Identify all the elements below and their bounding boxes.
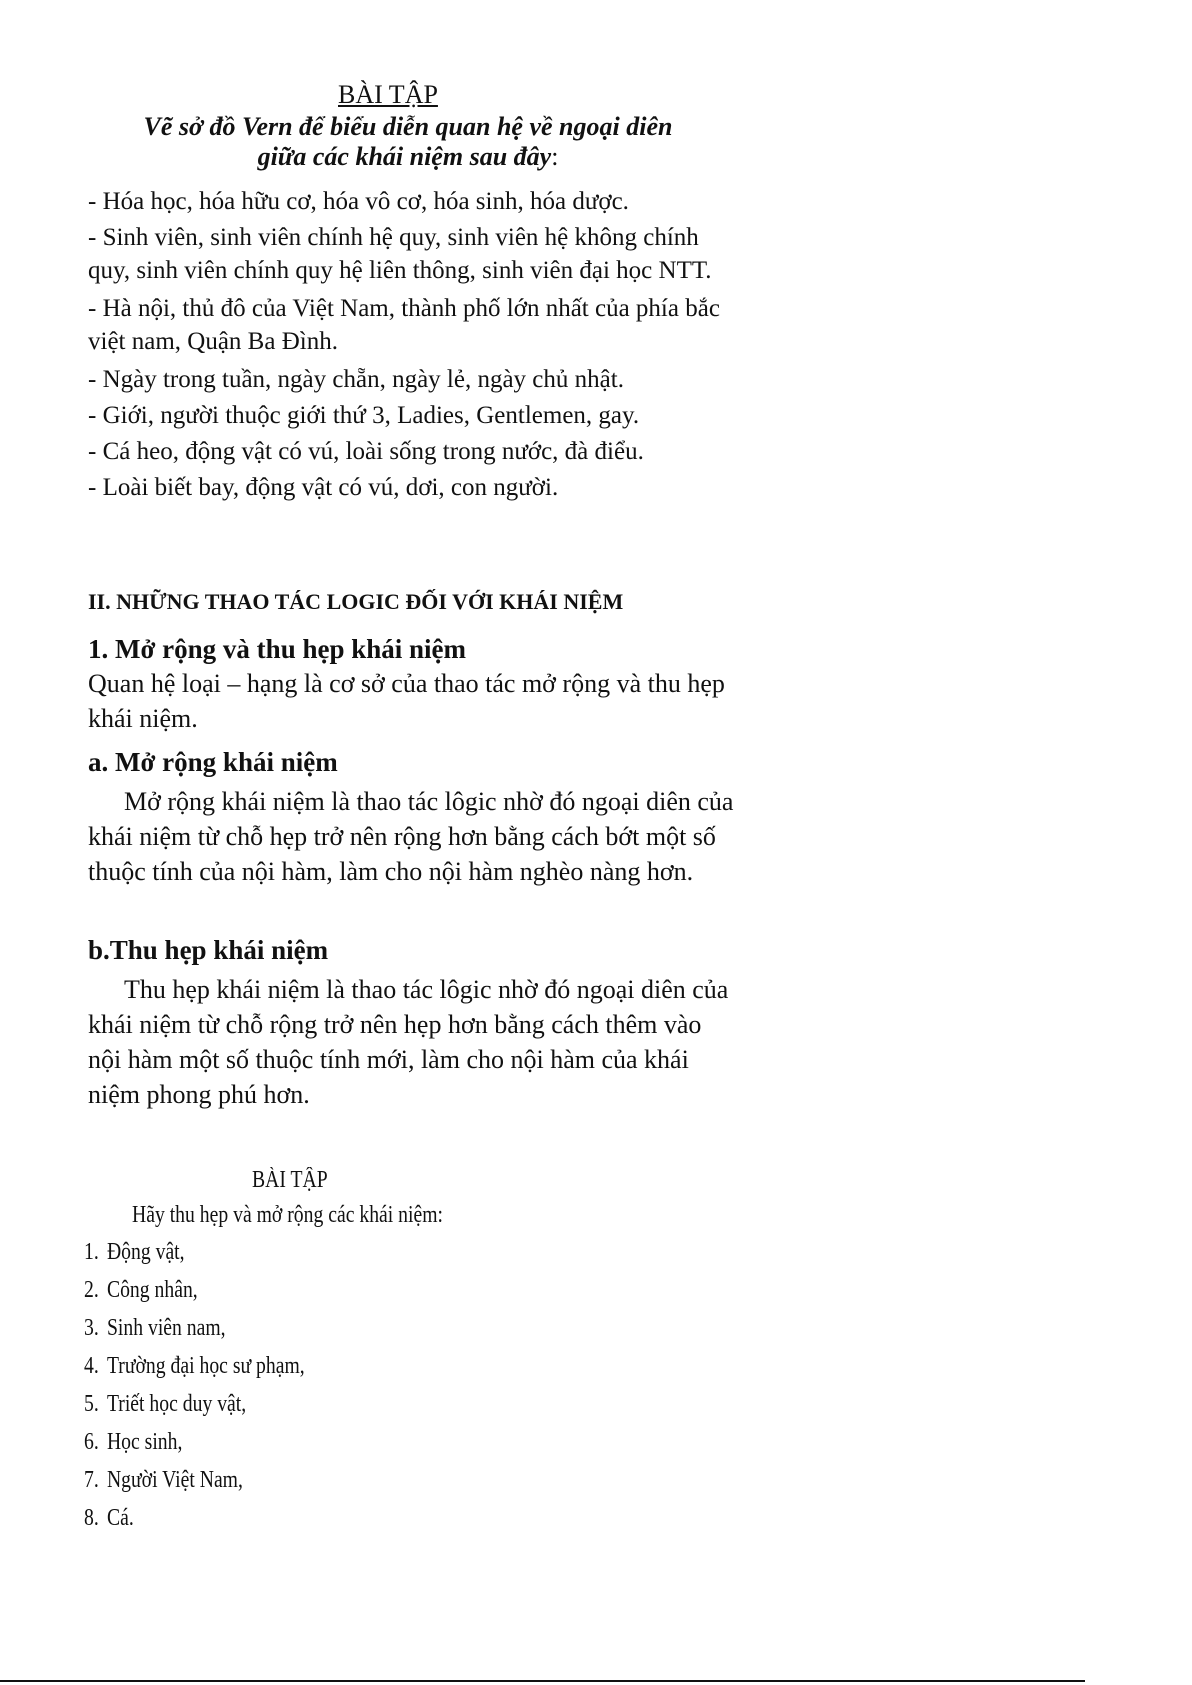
list-item: [84, 1465, 305, 1503]
subsection-1-title: 1. Mở rộng và thu hẹp khái niệm: [88, 634, 466, 664]
item-number: 3.: [84, 1315, 99, 1341]
list-item: - Loài biết bay, động vật có vú, dơi, con người.: [88, 474, 559, 501]
item-number: 7.: [84, 1467, 99, 1493]
item-number: 2.: [84, 1277, 99, 1303]
item-number: 6.: [84, 1429, 99, 1455]
item-number: 4.: [84, 1353, 99, 1379]
subsection-b-title: b.Thu hẹp khái niệm: [88, 935, 329, 965]
list-item: [84, 1313, 305, 1351]
exercise2-list: [84, 1237, 353, 1541]
list-item: [84, 1237, 305, 1275]
exercise1-prompt-line2: giữa các khái niệm sau đây: [257, 142, 552, 171]
list-item: [84, 1503, 305, 1541]
item-text: Học sinh,: [106, 1429, 183, 1455]
item-text: Trường đại học sư phạm,: [106, 1353, 305, 1379]
list-item: [84, 1275, 305, 1313]
exercise1-prompt-colon: :: [551, 142, 559, 171]
list-item: - Cá heo, động vật có vú, loài sống trong nước, đà điểu.: [88, 438, 644, 465]
exercise2-title: BÀI TẬP: [252, 1167, 328, 1193]
exercise2-prompt: Hãy thu hẹp và mở rộng các khái niệm:: [132, 1202, 443, 1228]
list-item: [84, 1389, 305, 1427]
item-text: Cá.: [106, 1505, 134, 1531]
exercise1-prompt: [88, 112, 728, 172]
subsection-a-text: Mở rộng khái niệm là thao tác lôgic nhờ đó ngoại diên của khái niệm từ chỗ hẹp trở nên rộng hơn bằng cách bớt một số thuộc tính của nội hàm, làm cho nội hàm nghèo nàng hơn.: [88, 787, 734, 886]
list-item: - Sinh viên, sinh viên chính hệ quy, sinh viên hệ không chính quy, sinh viên chính quy hệ liên thông, sinh viên đại học NTT.: [88, 224, 712, 284]
item-number: 8.: [84, 1505, 99, 1531]
exercise1-prompt-line1: Vẽ sở đồ Vern để biểu diễn quan hệ về ngoại diên: [143, 112, 673, 141]
item-number: 1.: [84, 1239, 99, 1265]
page-bottom-rule: [0, 1680, 1085, 1682]
item-text: Người Việt Nam,: [106, 1467, 243, 1493]
list-item: - Hóa học, hóa hữu cơ, hóa vô cơ, hóa sinh, hóa dược.: [88, 188, 629, 215]
list-item: - Ngày trong tuần, ngày chẵn, ngày lẻ, ngày chủ nhật.: [88, 366, 624, 393]
exercise1-title: BÀI TẬP: [338, 80, 438, 109]
item-number: 5.: [84, 1391, 99, 1417]
subsection-a-title: a. Mở rộng khái niệm: [88, 747, 338, 777]
item-text: Sinh viên nam,: [106, 1315, 226, 1341]
list-item: - Hà nội, thủ đô của Việt Nam, thành phố lớn nhất của phía bắc việt nam, Quận Ba Đình.: [88, 295, 720, 355]
subsection-b-text: Thu hẹp khái niệm là thao tác lôgic nhờ đó ngoại diên của khái niệm từ chỗ rộng trở nên hẹp hơn bằng cách thêm vào nội hàm một số thuộc tính mới, làm cho nội hàm của khái niệm phong phú hơn.: [88, 975, 729, 1109]
list-item: - Giới, người thuộc giới thứ 3, Ladies, Gentlemen, gay.: [88, 402, 640, 429]
item-text: Công nhân,: [106, 1277, 198, 1303]
list-item: [84, 1351, 305, 1389]
list-item: [84, 1427, 305, 1465]
subsection-1-text: Quan hệ loại – hạng là cơ sở của thao tác mở rộng và thu hẹp khái niệm.: [88, 669, 725, 733]
item-text: Động vật,: [106, 1239, 185, 1265]
item-text: Triết học duy vật,: [106, 1391, 247, 1417]
exercise1-list: [88, 185, 728, 507]
section-heading: II. NHỮNG THAO TÁC LOGIC ĐỐI VỚI KHÁI NIỆM: [88, 589, 624, 614]
